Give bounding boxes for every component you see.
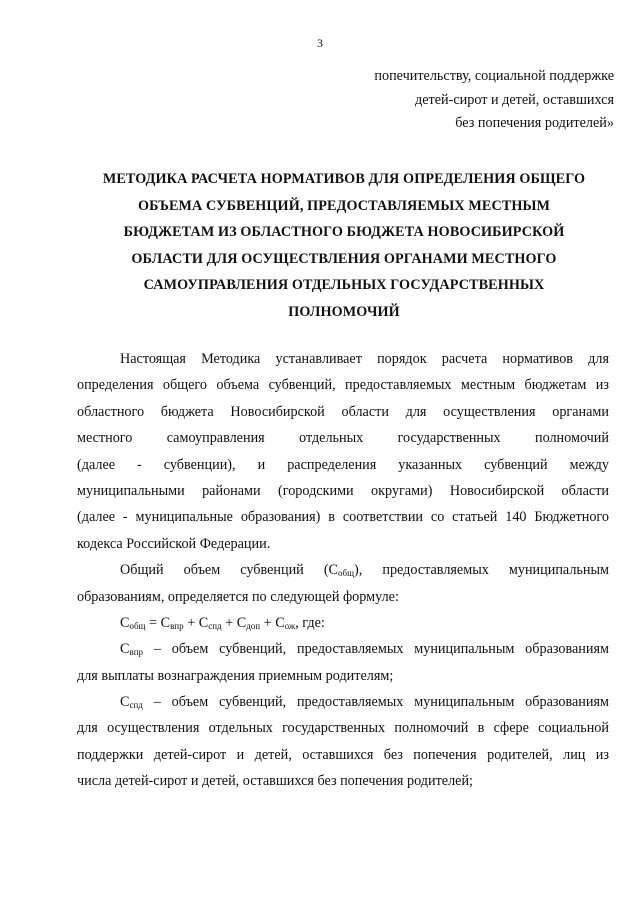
paragraph-line: Настоящая Методика устанавливает порядок расчета нормативов для — [120, 351, 609, 367]
definition-subscript: спд — [129, 700, 143, 711]
paragraph-line: (далее - субвенции), и распределения указанных субвенций между — [77, 456, 609, 473]
formula-symbol: С — [160, 614, 171, 631]
text-run: – объем субвенций, предоставляемых муниципальным образованиям — [143, 641, 609, 658]
formula-line — [77, 610, 609, 636]
definition-line: для выплаты вознаграждения приемным родителям; — [77, 667, 394, 684]
definition-symbol: С — [120, 641, 130, 658]
formula-symbol: С — [120, 614, 130, 631]
definition-line: числа детей-сирот и детей, оставшихся без попечения родителей; — [77, 773, 474, 790]
paragraph-line: определения общего объема субвенций, предоставляемых местным бюджетам из — [77, 377, 609, 394]
formula-subscript: спд — [208, 620, 222, 631]
text-run: Общий объем субвенций (С — [120, 562, 339, 579]
appendix-header — [374, 65, 614, 136]
paragraph-line — [77, 557, 609, 583]
title-line: САМОУПРАВЛЕНИЯ ОТДЕЛЬНЫХ ГОСУДАРСТВЕННЫХ — [143, 277, 545, 294]
formula-subscript: ож — [284, 620, 296, 631]
formula-subscript: общ — [129, 620, 146, 631]
formula-symbol: С — [275, 614, 285, 631]
paragraph-line: муниципальными районами (городскими округами) Новосибирской области — [77, 482, 609, 499]
paragraph-line: (далее - муниципальные образования) в соответствии со статьей 140 Бюджетного — [77, 509, 609, 526]
title-line: ПОЛНОМОЧИЙ — [288, 303, 400, 320]
formula-symbol: С — [198, 614, 209, 631]
formula-subscript: доп — [246, 620, 261, 631]
title-line: МЕТОДИКА РАСЧЕТА НОРМАТИВОВ ДЛЯ ОПРЕДЕЛЕНИЯ ОБЩЕГО — [102, 171, 586, 187]
definition-line: поддержки детей-сирот и детей, оставшихся без попечения родителей, лиц из — [77, 746, 609, 763]
formula-symbol: С — [236, 614, 247, 631]
text-run: ), предоставляемых муниципальным — [354, 562, 609, 579]
header-line: без попечения родителей» — [455, 115, 614, 131]
paragraph-line: областного бюджета Новосибирской области для осуществления органами — [77, 403, 609, 420]
definition-line — [77, 689, 609, 715]
definition-symbol: С — [120, 694, 130, 711]
formula-operator: + — [221, 614, 237, 631]
title-line: ОБЪЕМА СУБВЕНЦИЙ, ПРЕДОСТАВЛЯЕМЫХ МЕСТНЫМ — [137, 197, 551, 214]
definition-subscript: впр — [129, 647, 144, 658]
formula-suffix: , где: — [295, 614, 325, 631]
definition-line: для осуществления отдельных государственных полномочий в сфере социальной — [77, 720, 609, 737]
document-title — [70, 166, 618, 326]
paragraph-line: образованиям, определяется по следующей формуле: — [77, 588, 399, 605]
formula-operator: + — [183, 614, 199, 631]
page-number: 3 — [317, 36, 323, 50]
subscript: общ — [338, 568, 355, 579]
paragraph-line: местного самоуправления отдельных государственных полномочий — [77, 430, 609, 447]
formula-subscript: впр — [170, 620, 184, 631]
definition-line — [77, 636, 609, 662]
header-line: детей-сирот и детей, оставшихся — [415, 91, 614, 108]
formula-operator: = — [145, 614, 161, 631]
text-run: – объем субвенций, предоставляемых муниципальным образованиям — [142, 694, 609, 711]
title-line: БЮДЖЕТАМ ИЗ ОБЛАСТНОГО БЮДЖЕТА НОВОСИБИРСКОЙ — [123, 224, 565, 241]
header-line: попечительству, социальной поддержке — [374, 68, 614, 84]
document-body — [77, 346, 609, 795]
formula-operator: + — [260, 614, 276, 631]
paragraph-line: кодекса Российской Федерации. — [77, 535, 271, 552]
title-line: ОБЛАСТИ ДЛЯ ОСУЩЕСТВЛЕНИЯ ОРГАНАМИ МЕСТНОГО — [131, 250, 557, 267]
